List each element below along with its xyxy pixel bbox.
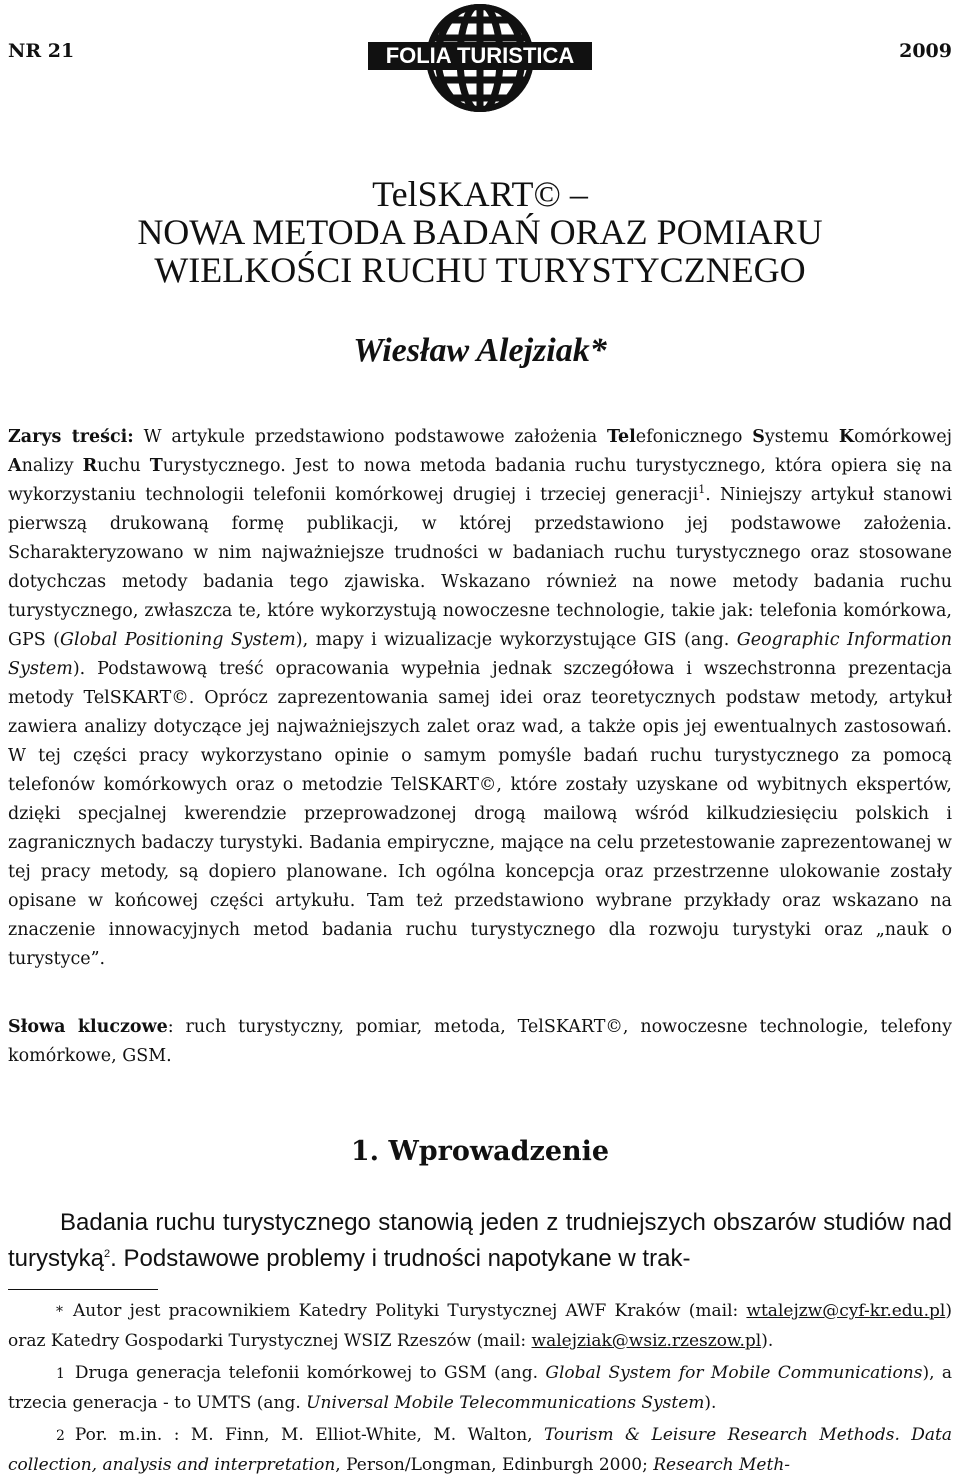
footnote-divider [8, 1289, 158, 1290]
keywords-label: Słowa kluczowe [8, 1017, 168, 1037]
footnote-text: Druga generacja telefonii komórkowej to GSM (ang. [74, 1363, 546, 1383]
footnote-text: ), a trzecia generacja - to UMTS (ang. [8, 1363, 952, 1413]
email-link[interactable]: wtalejzw@cyf-kr.edu.pl [746, 1301, 946, 1321]
abstract-text: W artykule przedstawiono podstawowe założenia [133, 427, 607, 447]
body-text: . Podstawowe problemy i trudności napotykane w trak- [110, 1245, 691, 1272]
footnote-text: Autor jest pracownikiem Katedry Polityki Turystycznej AWF Kraków (mail: [73, 1301, 747, 1321]
footnote-text: ). [704, 1393, 717, 1413]
abstract-text: ), mapy i wizualizacje wykorzystujące GIS (ang. [295, 630, 737, 650]
abstract [8, 423, 952, 974]
abstract-text: . Niniejszy artykuł stanowi pierwszą drukowaną formę publikacji, w której przedstawiono jej podstawowe założenia. Scharakteryzowano w nim najważniejsze trudności w badaniach ruchu turystycznego oraz stosowane dotychczas metody badania tego zjawiska. Wskazano również na nowe metody badania ruchu turystycznego, zwłaszcza te, które wykorzystują nowoczesne technologie, takie jak: telefonia komórkowa, GPS ( [8, 485, 953, 650]
footnote-mark: * [56, 1304, 63, 1320]
acronym-letter: R [82, 456, 98, 476]
acronym-letter: A [8, 456, 22, 476]
issue-number: NR 21 [8, 40, 75, 62]
abstract-text: nalizy [21, 456, 83, 476]
publication-year: 2009 [899, 40, 952, 62]
acronym-letter: S [752, 427, 765, 447]
section-heading: 1. Wprowadzenie [350, 1136, 610, 1167]
footnote-italic: Research Meth- [653, 1455, 791, 1475]
journal-logo [360, 0, 600, 112]
footnote-text: ) oraz Katedry Gospodarki Turystycznej WSIZ Rzeszów (mail: [8, 1301, 952, 1351]
footnote-text: , Person/Longman, Edinburgh 2000; [335, 1455, 654, 1475]
abstract-text: ystemu [764, 427, 839, 447]
abstract-italic: Geographic Information System [8, 630, 953, 679]
abstract-text: omórkowej [854, 427, 953, 447]
acronym-letter: K [838, 427, 855, 447]
abstract-text: uchu [97, 456, 150, 476]
acronym-letter: Tel [607, 427, 636, 447]
footnote-italic: Universal Mobile Telecommunications System [306, 1393, 705, 1413]
footnote-mark: 2 [56, 1428, 65, 1444]
body-paragraph [8, 1205, 952, 1277]
author-name: Wiesław Alejziak* [353, 332, 607, 369]
footnote-ref[interactable]: 2 [104, 1248, 111, 1260]
logo-text: FOLIA TURISTICA [385, 43, 575, 68]
article-title-line-3: WIELKOŚCI RUCHU TURYSTYCZNEGO [154, 250, 806, 290]
abstract-label: Zarys treści: [8, 427, 134, 447]
footnote-mark: 1 [56, 1366, 65, 1382]
footnote-text: ). [761, 1331, 774, 1351]
footnote-italic: Global System for Mobile Communications [545, 1363, 923, 1383]
acronym-letter: T [149, 456, 163, 476]
abstract-text: urystycznego. Jest to nowa metoda badania ruchu turystycznego, która opiera się na wykorzystaniu technologii telefonii komórkowej drugiej i trzeciej generacji [8, 456, 953, 505]
footnote-italic: Tourism & Leisure Research Methods. Data collection, analysis and interpretation [8, 1425, 953, 1475]
email-link[interactable]: walejziak@wsiz.rzeszow.pl [531, 1331, 762, 1351]
abstract-italic: Global Positioning System [60, 630, 296, 650]
body-text: Badania ruchu turystycznego stanowią jeden z trudniejszych obszarów studiów nad turystyką [8, 1209, 952, 1272]
footnote-ref[interactable]: 1 [698, 483, 706, 497]
article-title-line-1: TelSKART© – [372, 174, 588, 214]
keywords [8, 1013, 952, 1071]
abstract-text: efonicznego [635, 427, 753, 447]
abstract-text: ). Podstawową treść opracowania wypełnia jednak szczegółowa i wszechstronna prezentacja metody TelSKART©. Oprócz zaprezentowania samej idei oraz teoretycznych podstaw metody, artykuł zawiera analizy dotyczące jej najważniejszych zalet oraz wad, a także opis jej ewentualnych zastosowań. W tej części pracy wykorzystano opinie o samym pomyśle badań ruchu turystycznego za pomocą telefonów komórkowych oraz o metodzie TelSKART©, które zostały uzyskane od wybitnych ekspertów, dzięki specjalnej kwerendzie przeprowadzonej drogą mailową wśród kilkudziesięciu polskich i zagranicznych badaczy turystyki. Badania empiryczne, mające na celu przetestowanie zaprezentowanej w tej pracy metody, są dopiero planowane. Ich ogólna koncepcja oraz przestrzenne ulokowanie zostały opisane w końcowej części artykułu. Tam też przedstawiono wybrane przykłady oraz wskazano na znaczenie innowacyjnych metod badania ruchu turystycznego dla rozwoju turystyki oraz „nauk o turystyce”. [8, 659, 952, 969]
footnote-text: Por. m.in. : M. Finn, M. Elliot-White, M. Walton, [74, 1425, 544, 1445]
footnotes [8, 1297, 952, 1480]
globe-logo-icon [360, 0, 600, 112]
footnote-2 [8, 1421, 952, 1480]
keywords-text: : ruch turystyczny, pomiar, metoda, TelSKART©, nowoczesne technologie, telefony komórkowe, GSM. [8, 1017, 952, 1066]
article-title-line-2: NOWA METODA BADAŃ ORAZ POMIARU [137, 212, 823, 252]
footnote-author [8, 1297, 952, 1356]
footnote-1 [8, 1359, 952, 1418]
